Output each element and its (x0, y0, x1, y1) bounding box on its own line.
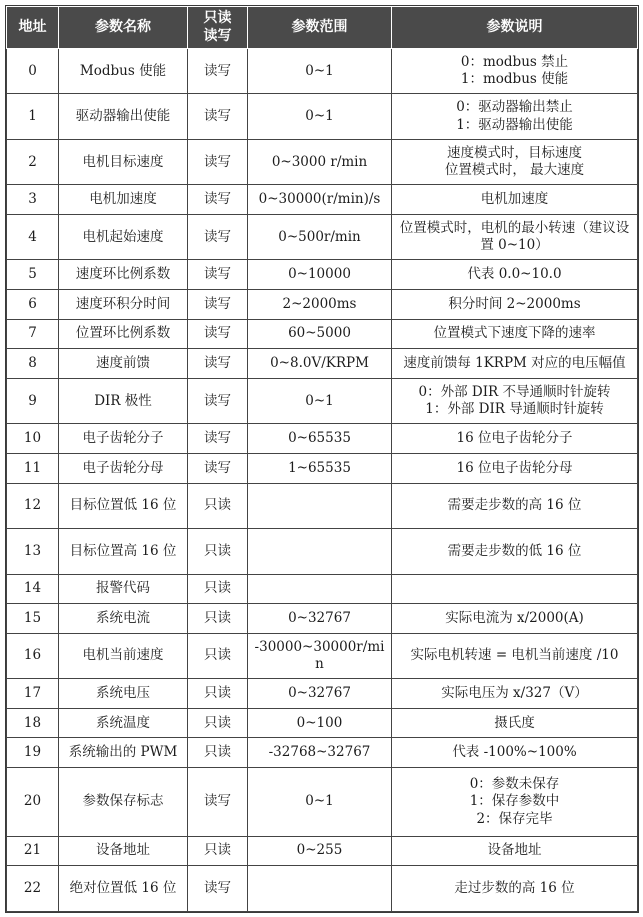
cell-address: 5 (7, 260, 59, 290)
cell-range: 0~1 (248, 49, 392, 94)
header-name: 参数名称 (59, 7, 188, 49)
cell-range (248, 866, 392, 912)
table-row (7, 49, 638, 94)
cell-name: 电子齿轮分子 (59, 424, 188, 454)
header-address: 地址 (7, 7, 59, 49)
table-row (7, 94, 638, 139)
cell-access: 只读 (188, 529, 248, 574)
cell-address: 1 (7, 94, 59, 139)
cell-description: 代表 0.0~10.0 (392, 260, 638, 290)
cell-description: 需要走步数的低 16 位 (392, 529, 638, 574)
cell-description: 摄氏度 (392, 708, 638, 738)
cell-name: 电机加速度 (59, 185, 188, 215)
cell-range: 60~5000 (248, 319, 392, 349)
cell-access: 读写 (188, 290, 248, 320)
cell-address: 9 (7, 378, 59, 423)
cell-access: 只读 (188, 604, 248, 634)
cell-address: 13 (7, 529, 59, 574)
table-row (7, 529, 638, 574)
cell-range: 0~10000 (248, 260, 392, 290)
header-description: 参数说明 (392, 7, 638, 49)
cell-range: 0~30000(r/min)/s (248, 185, 392, 215)
table-row (7, 836, 638, 866)
cell-description: 16 位电子齿轮分子 (392, 424, 638, 454)
cell-name: Modbus 使能 (59, 49, 188, 94)
cell-description: 实际电机转速 = 电机当前速度 /10 (392, 633, 638, 678)
cell-address: 12 (7, 483, 59, 528)
cell-address: 14 (7, 574, 59, 604)
cell-name: 系统温度 (59, 708, 188, 738)
cell-description: 需要走步数的高 16 位 (392, 483, 638, 528)
cell-address: 15 (7, 604, 59, 634)
cell-range: 0~255 (248, 836, 392, 866)
cell-range: 0~32767 (248, 604, 392, 634)
cell-range: 0~500r/min (248, 215, 392, 260)
cell-range: 0~100 (248, 708, 392, 738)
cell-name: 报警代码 (59, 574, 188, 604)
cell-name: 设备地址 (59, 836, 188, 866)
table-row (7, 679, 638, 709)
cell-description: 0：外部 DIR 不导通顺时针旋转 1：外部 DIR 导通顺时针旋转 (392, 378, 638, 423)
table-row (7, 708, 638, 738)
cell-access: 读写 (188, 454, 248, 484)
cell-access: 读写 (188, 768, 248, 837)
cell-name: 电机当前速度 (59, 633, 188, 678)
cell-name: 电机目标速度 (59, 139, 188, 184)
cell-access: 读写 (188, 378, 248, 423)
cell-range: 0~8.0V/KRPM (248, 349, 392, 379)
cell-range: 0~1 (248, 94, 392, 139)
cell-name: 速度环积分时间 (59, 290, 188, 320)
cell-address: 11 (7, 454, 59, 484)
cell-name: 参数保存标志 (59, 768, 188, 837)
cell-description: 速度模式时，目标速度 位置模式时， 最大速度 (392, 139, 638, 184)
cell-name: 目标位置低 16 位 (59, 483, 188, 528)
cell-range: 1~65535 (248, 454, 392, 484)
cell-range: -30000~30000r/min (248, 633, 392, 678)
cell-address: 21 (7, 836, 59, 866)
cell-access: 读写 (188, 139, 248, 184)
cell-address: 22 (7, 866, 59, 912)
cell-access: 读写 (188, 319, 248, 349)
table-row (7, 185, 638, 215)
cell-description: 0：驱动器输出禁止 1：驱动器输出使能 (392, 94, 638, 139)
cell-description: 位置模式时，电机的最小转速（建议设置 0~10） (392, 215, 638, 260)
table-body (7, 49, 638, 912)
table-row (7, 215, 638, 260)
cell-description: 0：参数未保存 1：保存参数中 2：保存完毕 (392, 768, 638, 837)
cell-range: -32768~32767 (248, 738, 392, 768)
cell-access: 只读 (188, 738, 248, 768)
cell-address: 7 (7, 319, 59, 349)
cell-name: 电机起始速度 (59, 215, 188, 260)
cell-range (248, 574, 392, 604)
cell-name: 速度环比例系数 (59, 260, 188, 290)
cell-address: 16 (7, 633, 59, 678)
table-row (7, 633, 638, 678)
cell-access: 只读 (188, 708, 248, 738)
cell-access: 读写 (188, 349, 248, 379)
cell-address: 0 (7, 49, 59, 94)
cell-access: 只读 (188, 679, 248, 709)
cell-access: 只读 (188, 836, 248, 866)
table-row (7, 454, 638, 484)
cell-address: 10 (7, 424, 59, 454)
table-row (7, 738, 638, 768)
table-row (7, 604, 638, 634)
parameter-table-sheet (5, 5, 639, 913)
cell-description: 速度前馈每 1KRPM 对应的电压幅值 (392, 349, 638, 379)
cell-range: 0~1 (248, 378, 392, 423)
cell-address: 6 (7, 290, 59, 320)
cell-access: 读写 (188, 424, 248, 454)
cell-address: 8 (7, 349, 59, 379)
cell-description: 电机加速度 (392, 185, 638, 215)
cell-description (392, 574, 638, 604)
cell-range (248, 483, 392, 528)
cell-address: 3 (7, 185, 59, 215)
table-row (7, 378, 638, 423)
cell-description: 设备地址 (392, 836, 638, 866)
cell-name: 绝对位置低 16 位 (59, 866, 188, 912)
table-header-row (7, 7, 638, 49)
cell-range: 2~2000ms (248, 290, 392, 320)
cell-name: 系统电压 (59, 679, 188, 709)
table-row (7, 424, 638, 454)
cell-address: 2 (7, 139, 59, 184)
cell-description: 代表 -100%~100% (392, 738, 638, 768)
cell-description: 0：modbus 禁止 1：modbus 使能 (392, 49, 638, 94)
cell-description: 16 位电子齿轮分母 (392, 454, 638, 484)
cell-range: 0~32767 (248, 679, 392, 709)
cell-description: 位置模式下速度下降的速率 (392, 319, 638, 349)
cell-range: 0~65535 (248, 424, 392, 454)
table-row (7, 866, 638, 912)
cell-access: 读写 (188, 185, 248, 215)
cell-description: 实际电压为 x/327（V） (392, 679, 638, 709)
cell-name: 电子齿轮分母 (59, 454, 188, 484)
table-row (7, 349, 638, 379)
table-row (7, 139, 638, 184)
table-row (7, 483, 638, 528)
cell-address: 20 (7, 768, 59, 837)
cell-access: 读写 (188, 260, 248, 290)
cell-address: 17 (7, 679, 59, 709)
cell-name: DIR 极性 (59, 378, 188, 423)
table-row (7, 768, 638, 837)
cell-access: 读写 (188, 215, 248, 260)
cell-name: 速度前馈 (59, 349, 188, 379)
table-row (7, 260, 638, 290)
cell-range (248, 529, 392, 574)
cell-name: 位置环比例系数 (59, 319, 188, 349)
cell-range: 0~1 (248, 768, 392, 837)
cell-access: 只读 (188, 633, 248, 678)
cell-access: 只读 (188, 483, 248, 528)
cell-name: 系统输出的 PWM (59, 738, 188, 768)
header-range: 参数范围 (248, 7, 392, 49)
cell-address: 19 (7, 738, 59, 768)
table-row (7, 290, 638, 320)
cell-access: 读写 (188, 49, 248, 94)
cell-name: 目标位置高 16 位 (59, 529, 188, 574)
cell-description: 实际电流为 x/2000(A) (392, 604, 638, 634)
table-row (7, 574, 638, 604)
header-access: 只读 读写 (188, 7, 248, 49)
cell-access: 只读 (188, 574, 248, 604)
cell-name: 系统电流 (59, 604, 188, 634)
cell-description: 走过步数的高 16 位 (392, 866, 638, 912)
table-row (7, 319, 638, 349)
cell-access: 读写 (188, 94, 248, 139)
cell-range: 0~3000 r/min (248, 139, 392, 184)
cell-description: 积分时间 2~2000ms (392, 290, 638, 320)
cell-access: 读写 (188, 866, 248, 912)
cell-address: 18 (7, 708, 59, 738)
cell-name: 驱动器输出使能 (59, 94, 188, 139)
cell-address: 4 (7, 215, 59, 260)
modbus-parameter-table (6, 6, 638, 912)
